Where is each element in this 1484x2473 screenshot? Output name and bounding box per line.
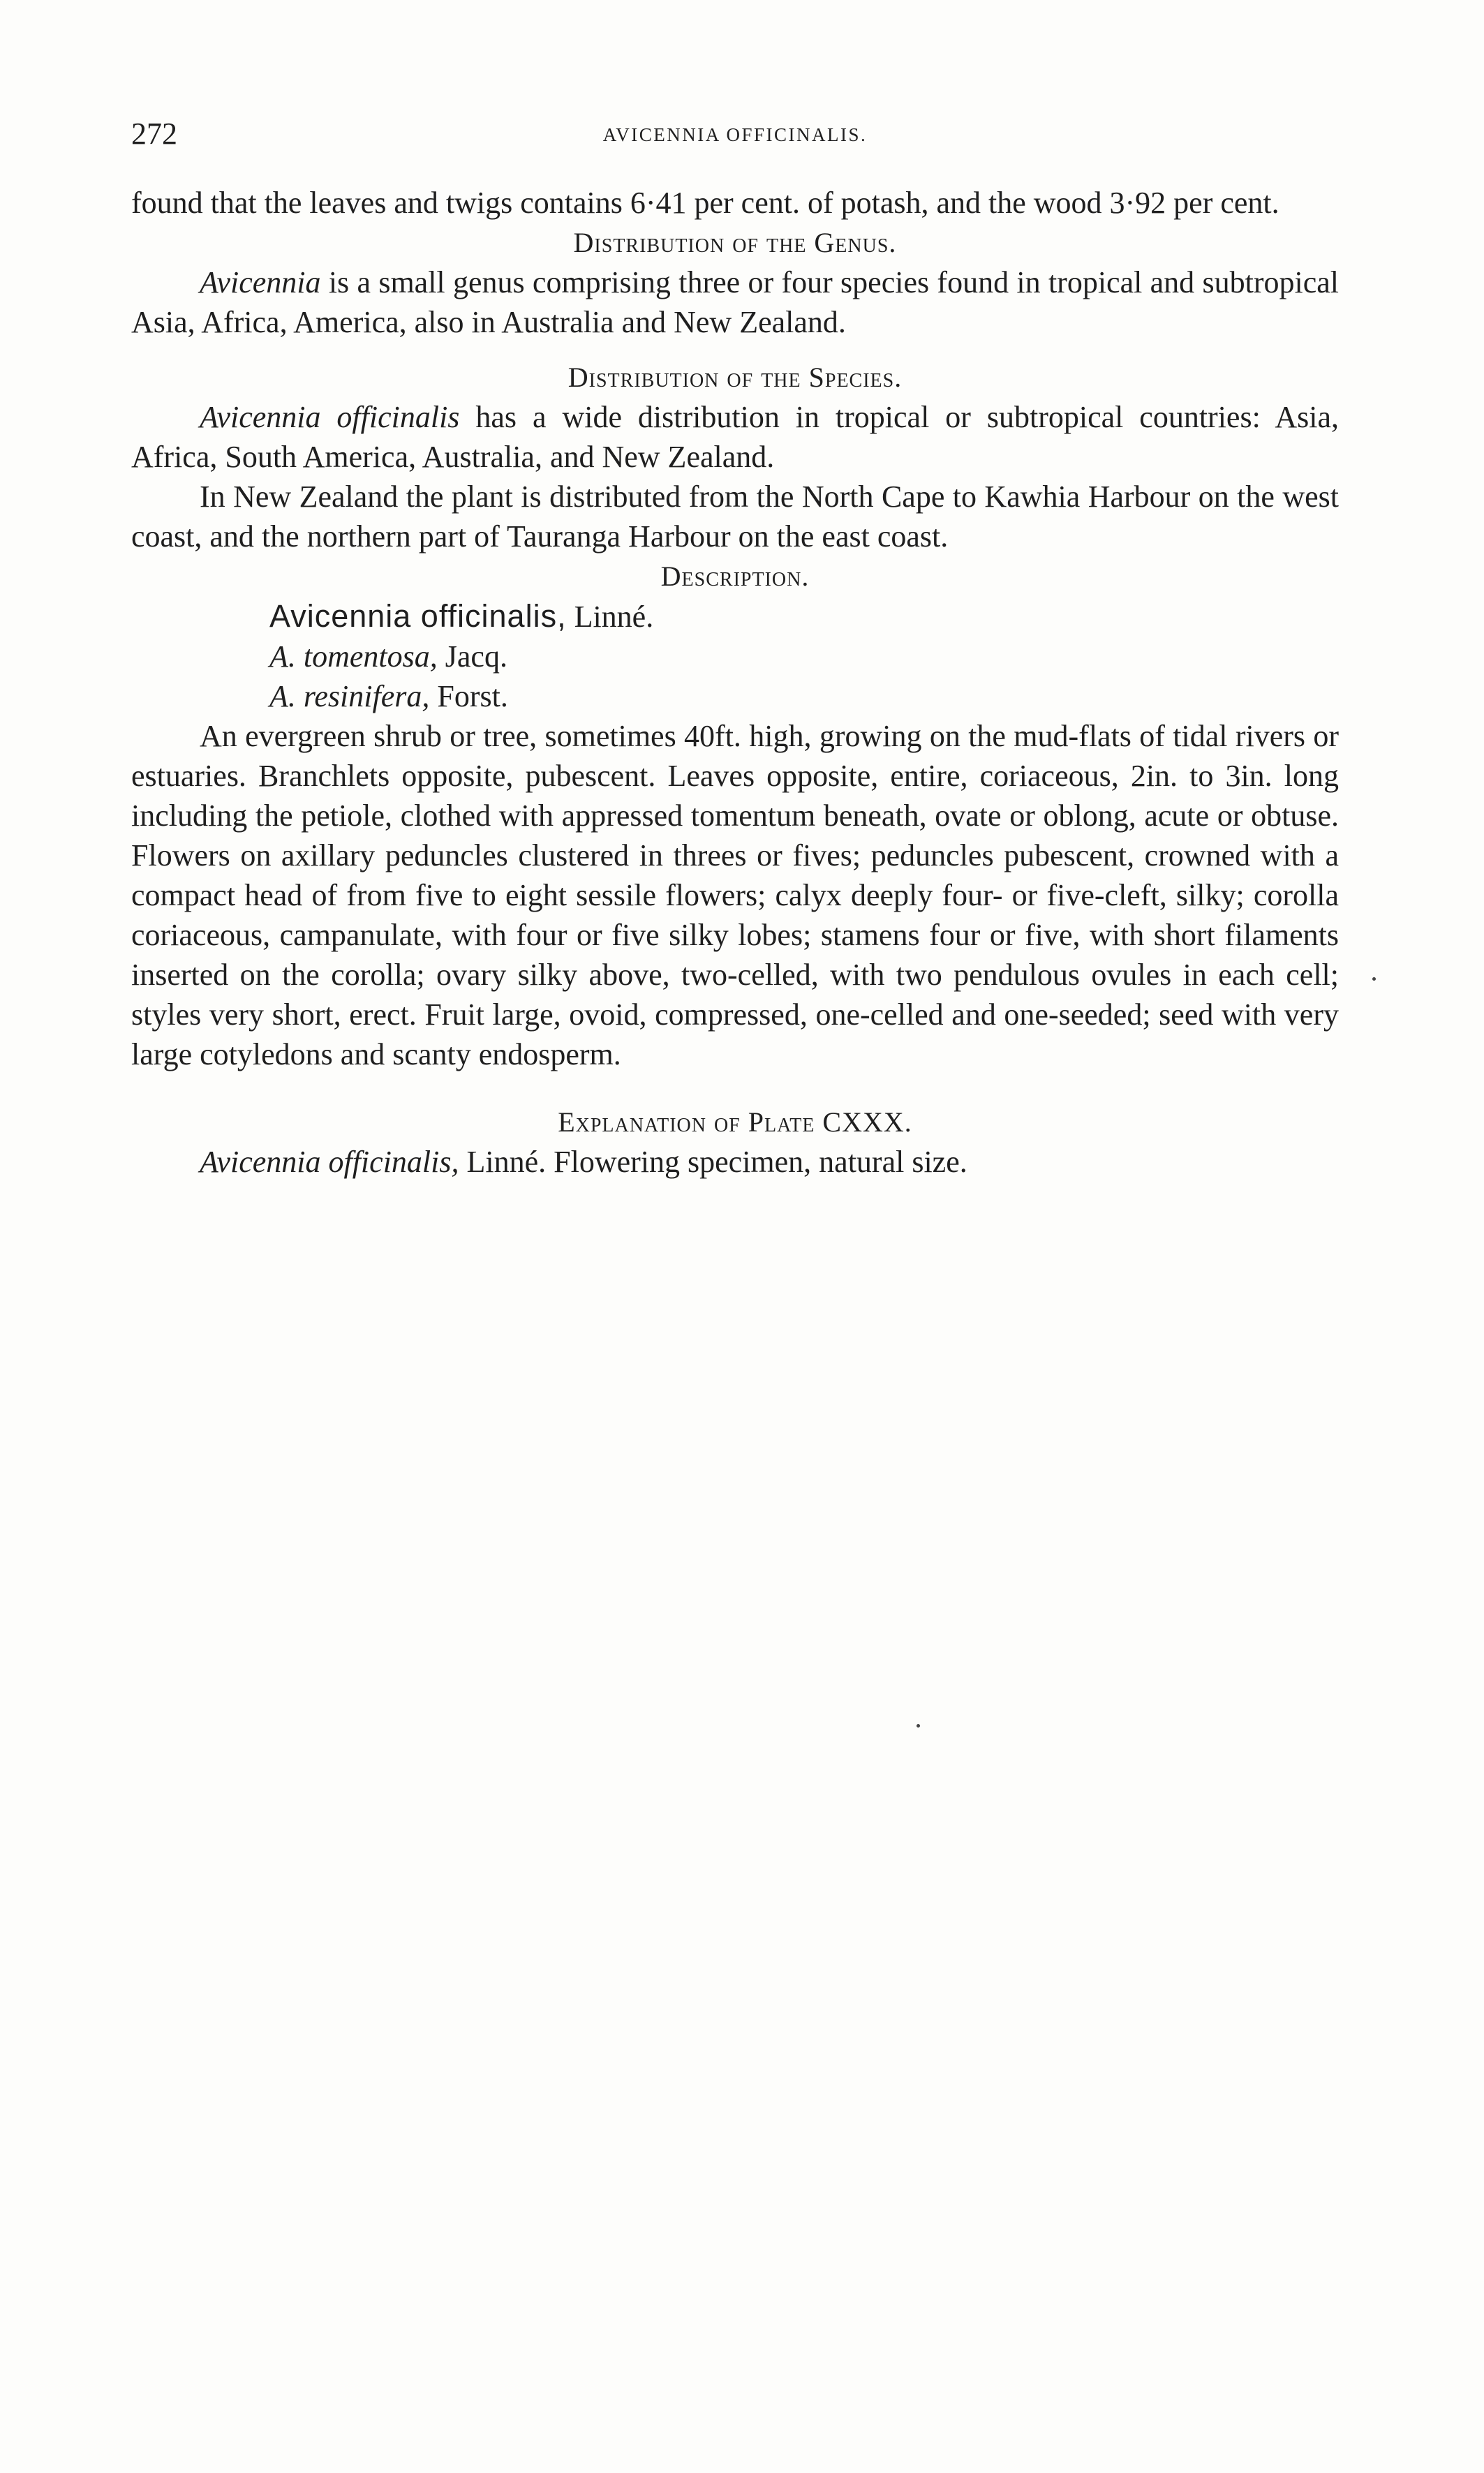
genus-text: is a small genus comprising three or four species found in tropical and subtropical Asia, Africa, America, also in Australia and New Zealand. (131, 265, 1339, 339)
plate-heading: Explanation of Plate CXXX. (558, 1106, 912, 1138)
intro-paragraph: found that the leaves and twigs contains 6·41 per cent. of potash, and the wood 3·92 per cent. (131, 186, 1279, 220)
synonym-name: A. resinifera, (269, 679, 430, 713)
page-body (131, 183, 1339, 1182)
page-number: 272 (131, 117, 177, 151)
description-heading: Description. (660, 560, 810, 592)
species-name-main: Avicennia officinalis, (269, 598, 567, 634)
plate-paragraph (131, 1142, 1339, 1182)
synonym-author: Forst. (429, 679, 508, 713)
description-name (269, 596, 1339, 637)
synonym-author: Jacq. (437, 639, 507, 674)
species-author: Linné. (566, 600, 654, 634)
description-paragraph: An evergreen shrub or tree, sometimes 40ft. high, growing on the mud-flats of tidal rivers or estuaries. Branchlets opposite, pubescent. Leaves opposite, entire, coriaceous, 2in. to 3in. long including the petiole, clothed with appressed tomentum beneath, ovate or oblong, acute or obtuse. Flowers on axillary peduncles clustered in threes or fives; peduncles pubescent, crowned with a compact head of from five to eight sessile flowers; calyx deeply four- or five-cleft, silky; corolla coriaceous, campanulate, with four or five silky lobes; stamens four or five, with short filaments inserted on the corolla; ovary silky above, two-celled, with two pendulous ovules in each cell; styles very short, erect. Fruit large, ovoid, compressed, one-celled and one-seeded; seed with very large cotyledons and scanty endosperm. (131, 719, 1339, 1071)
genus-heading: Distribution of the Genus. (573, 227, 897, 258)
species-text: has a wide distribution in tropical or subtropical countries: Asia, Africa, South America, Australia, and New Zealand. (131, 400, 1339, 474)
page-header (131, 116, 1339, 158)
genus-paragraph (131, 262, 1339, 342)
spacer (131, 342, 1339, 357)
plate-species-name: Avicennia officinalis, (200, 1145, 459, 1179)
spacer (131, 1074, 1339, 1102)
plate-text: Linné. Flowering specimen, natural size. (459, 1145, 967, 1179)
speck-mark (1372, 977, 1376, 981)
synonym-name: A. tomentosa, (269, 639, 438, 674)
running-head: AVICENNIA OFFICINALIS. (602, 124, 868, 145)
synonym (269, 676, 1339, 716)
nz-paragraph: In New Zealand the plant is distributed from the North Cape to Kawhia Harbour on the west coast, and the northern part of Tauranga Harbour on the east coast. (131, 480, 1339, 554)
synonym (269, 637, 1339, 676)
species-paragraph (131, 397, 1339, 477)
genus-name: Avicennia (200, 265, 321, 299)
speck-mark (917, 1724, 920, 1728)
species-name: Avicennia officinalis (200, 400, 460, 434)
species-heading: Distribution of the Species. (567, 362, 903, 393)
